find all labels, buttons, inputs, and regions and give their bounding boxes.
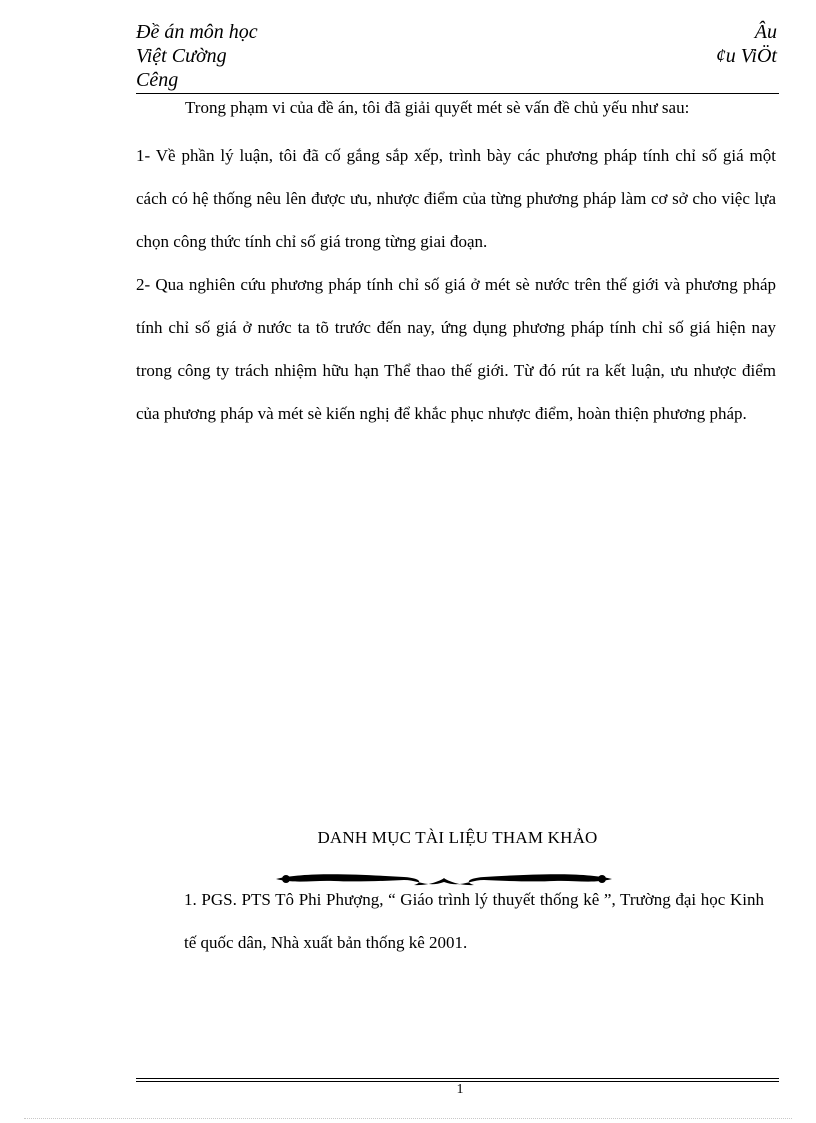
header-left-line: Việt Cường (136, 45, 227, 67)
body-text (136, 96, 776, 435)
reference-item: 1. PGS. PTS Tô Phi Phượng, “ Giáo trình lý thuyết thống kê ”, Trường đại học Kinh tế quốc dân, Nhà xuất bản thống kê 2001. (184, 890, 764, 952)
header-right-line: ¢u ViÖt (715, 45, 777, 67)
header-divider (136, 93, 779, 94)
header-left (136, 20, 258, 92)
point-1-paragraph: 1- Về phần lý luận, tôi đã cố gắng sắp xếp, trình bày các phương pháp tính chỉ số giá một cách có hệ thống nêu lên được ưu, nhược điểm của từng phương pháp làm cơ sở cho việc lựa chọn công thức tính chỉ số giá trong từng giai đoạn. (136, 146, 776, 251)
header-right-line: Âu (754, 21, 777, 43)
page-header (136, 20, 779, 94)
page-number: 1 (456, 1082, 464, 1097)
references-list (184, 878, 764, 964)
header-left-line: Cêng (136, 69, 179, 91)
intro-paragraph: Trong phạm vi của đề án, tôi đã giải quyết mét sè vấn đề chủ yếu như sau: (185, 98, 690, 117)
point-2-paragraph: 2- Qua nghiên cứu phương pháp tính chỉ số giá ở mét sè nước trên thế giới và phương pháp tính chỉ số giá ở nước ta tõ trước đến nay, ứng dụng phương pháp tính chỉ số giá hiện nay trong công ty trách nhiệm hữu hạn Thể thao thế giới. Từ đó rút ra kết luận, ưu nhược điểm của phương pháp và mét sè kiến nghị để khắc phục nhược điểm, hoàn thiện phương pháp. (136, 275, 776, 423)
header-right (716, 20, 777, 68)
header-left-line: Đề án môn học (136, 21, 258, 43)
footer-divider (136, 1078, 779, 1079)
references-title: DANH MỤC TÀI LIỆU THAM KHẢO (317, 828, 598, 847)
page-edge-dotted-line (24, 1118, 792, 1119)
